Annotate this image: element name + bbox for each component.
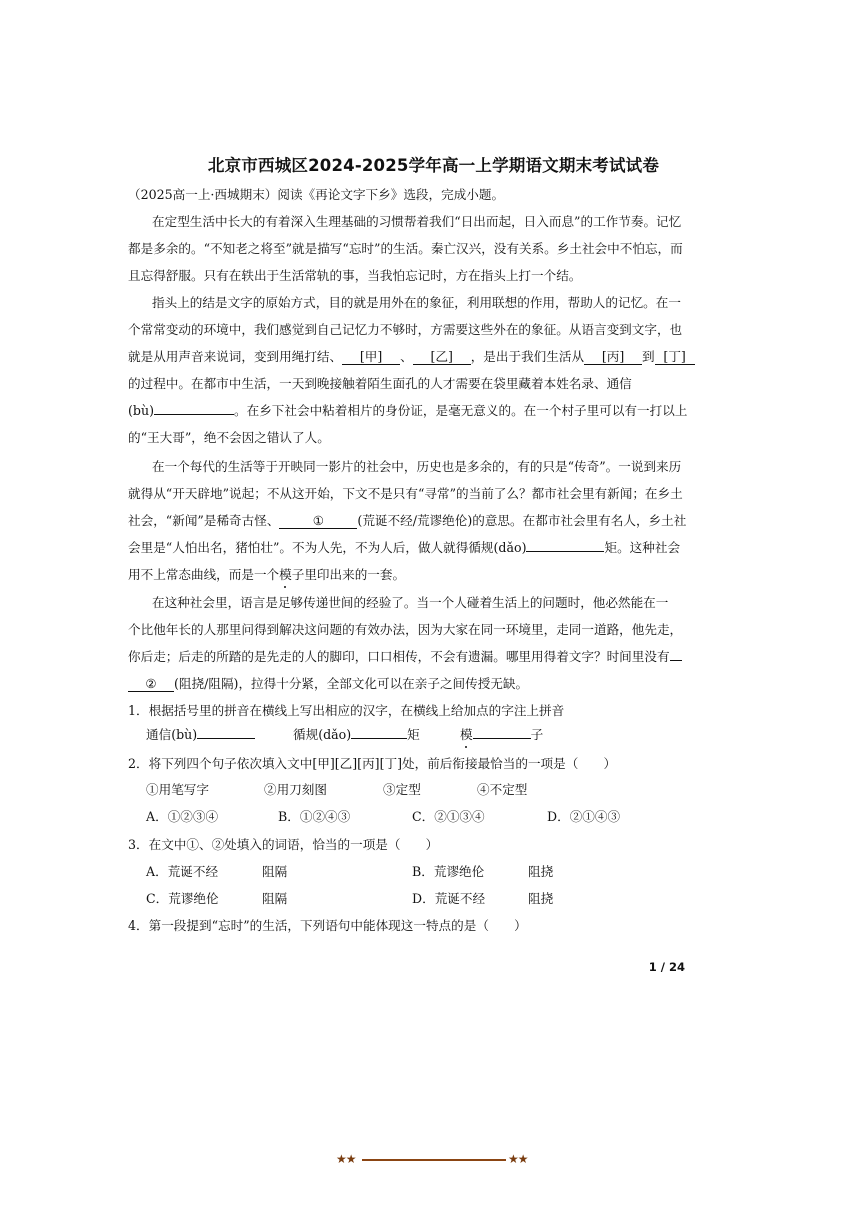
- para3-line-2: 就得从“开天辟地”说起；不从这开始，下文不是只有“寻常”的当前了么？都市社会里有新闻；在乡土: [128, 486, 683, 501]
- q1-item-b: [293, 726, 420, 744]
- q1-item-c-end: 子: [530, 727, 544, 742]
- q2-item-4: ④不定型: [477, 782, 528, 797]
- para3-line-4: [128, 539, 680, 557]
- q2-option-d: D．②①④③: [547, 809, 621, 824]
- para2-line-3: [128, 348, 695, 366]
- para4-line-1: 在这种社会里，语言是足够传递世间的经验了。当一个人碰着生活上的问题时，他必然能在一: [152, 595, 669, 610]
- q3-option-b: B．荒谬绝伦: [412, 864, 485, 879]
- para2-line-4: 的过程中。在都市中生活，一天到晚接触着陌生面孔的人才需要在袋里藏着本姓名录、通信: [128, 376, 632, 391]
- para3-line-3-text-b: (荒诞不经/荒谬绝伦)的意思。在都市社会里有名人，乡土社: [357, 513, 687, 528]
- para3-line-3-text-a: 社会，“新闻”是稀奇古怪、: [128, 513, 280, 528]
- para4-line-4-text: (阻挠/阻隔)，拉得十分紧，全部文化可以在亲子之间传授无缺。: [174, 676, 529, 691]
- dotted-char-mo: 模: [279, 567, 292, 582]
- blank-bing: [丙]: [584, 349, 642, 365]
- blank-yi: [乙]: [413, 349, 471, 365]
- blank-dao: [526, 551, 604, 552]
- para4-line-4: [128, 675, 528, 693]
- intro-line: （2025高一上·西城期末）阅读《再论文字下乡》选段，完成小题。: [128, 187, 505, 202]
- blank-2: ②: [128, 676, 174, 692]
- para3-line-4-text-a: 会里是“人怕出名，猪怕壮”。不为人先，不为人后，做人就得循规(dǎo): [128, 540, 527, 555]
- q3-option-d-word: 阻挠: [528, 891, 554, 906]
- para2-line-3-text-d: 到: [642, 349, 655, 364]
- q2-stem: 2．将下列四个句子依次填入文中[甲][乙][丙][丁]处，前后衔接最恰当的一项是（ ）: [128, 756, 617, 771]
- footer-decoration: [336, 1150, 532, 1168]
- blank-1: ①: [279, 513, 357, 529]
- para3-line-3: [128, 512, 686, 530]
- footer-right-stars: ★★: [508, 1152, 528, 1166]
- q1-blank-a: [197, 738, 255, 739]
- para4-line-3: [128, 648, 682, 666]
- q1-stem: 1．根据括号里的拼音在横线上写出相应的汉字，在横线上给加点的字注上拼音: [128, 703, 565, 718]
- para4-line-3-text: 你后走；后走的所踏的是先走的人的脚印，口口相传，不会有遗漏。哪里用得着文字？时间里没有: [128, 649, 670, 664]
- q2-option-a: A．①②③④: [146, 809, 219, 824]
- blank-2-start: [670, 660, 682, 661]
- q3-option-b-word: 阻挠: [528, 864, 554, 879]
- para2-line-5-text: 。在乡下社会中粘着相片的身份证，是毫无意义的。在一个村子里可以有一打以上: [234, 403, 688, 418]
- para3-line-5-text-a: 用不上常态曲线，而是一个: [128, 567, 280, 582]
- para2-line-6: 的“王大哥”，绝不会因之错认了人。: [128, 430, 330, 445]
- para1-line-3: 且忘得舒服。只有在轶出于生活常轨的事，当我怕忘记时，方在指头上打一个结。: [128, 268, 582, 283]
- q2-item-1: ①用笔写字: [146, 782, 209, 797]
- para3-line-5-text-b: 子里印出来的一套。: [291, 567, 406, 582]
- blank-jia: [甲]: [342, 349, 400, 365]
- q1-item-b-label: 循规(dǎo): [293, 727, 352, 742]
- blank-bu: [154, 414, 234, 415]
- para2-line-5-pinyin: (bù): [128, 403, 154, 418]
- para2-line-3-text-b: 、: [400, 349, 413, 364]
- q1-item-b-end: 矩: [407, 727, 420, 742]
- q2-item-3: ③定型: [383, 782, 421, 797]
- para3-line-5: [128, 566, 405, 584]
- page-title: 北京市西城区2024-2025学年高一上学期语文期末考试试卷: [207, 156, 660, 175]
- para2-line-3-text-c: ，是出于我们生活从: [470, 349, 585, 364]
- q3-option-c-word: 阻隔: [262, 891, 288, 906]
- footer-rule: [362, 1159, 506, 1161]
- q2-item-2: ②用刀刻图: [264, 782, 327, 797]
- page-number: 1 / 24: [648, 960, 685, 974]
- q1-blank-c: [473, 738, 531, 739]
- para1-line-1: 在定型生活中长大的有着深入生理基础的习惯帮着我们“日出而起，日入而息”的工作节奏。记忆: [152, 214, 682, 229]
- para2-line-3-text-a: 就是从用声音来说词，变到用绳打结、: [128, 349, 343, 364]
- para2-line-5: [128, 402, 687, 420]
- q3-stem: 3．在文中①、②处填入的词语，恰当的一项是（ ）: [128, 837, 439, 852]
- q3-option-d: D．荒诞不经: [412, 891, 486, 906]
- para2-line-2: 个常常变动的环境中，我们感觉到自己记忆力不够时，方需要这些外在的象征。从语言变到文字，也: [128, 322, 683, 337]
- para1-line-2: 都是多余的。“不知老之将至”就是描写“忘时”的生活。秦亡汉兴，没有关系。乡土社会中不怕忘，而: [128, 241, 683, 256]
- q1-item-a: [146, 726, 255, 744]
- para3-line-1: 在一个每代的生活等于开映同一影片的社会中，历史也是多余的，有的只是“传奇”。一说到来历: [152, 459, 682, 474]
- q2-option-b: B．①②④③: [278, 809, 351, 824]
- q3-option-a-word: 阻隔: [262, 864, 288, 879]
- blank-ding: [丁]: [655, 349, 695, 365]
- q3-option-a: A．荒诞不经: [146, 864, 219, 879]
- q2-option-c: C．②①③④: [412, 809, 485, 824]
- q1-item-c: [460, 726, 543, 744]
- para4-line-2: 个比他年长的人那里问得到解决这问题的有效办法，因为大家在同一环境里，走同一道路，他先走，: [128, 622, 683, 637]
- q1-dotted-char: 模: [460, 727, 473, 742]
- q4-stem: 4．第一段提到“忘时”的生活，下列语句中能体现这一特点的是（ ）: [128, 918, 527, 933]
- para3-line-4-text-b: 矩。这种社会: [604, 540, 681, 555]
- para2-line-1: 指头上的结是文字的原始方式，目的就是用外在的象征，利用联想的作用，帮助人的记忆。在一: [152, 295, 681, 310]
- footer-left-stars: ★★: [336, 1152, 356, 1166]
- q1-item-a-label: 通信(bù): [146, 727, 198, 742]
- q3-option-c: C．荒谬绝伦: [146, 891, 219, 906]
- q1-blank-b: [351, 738, 407, 739]
